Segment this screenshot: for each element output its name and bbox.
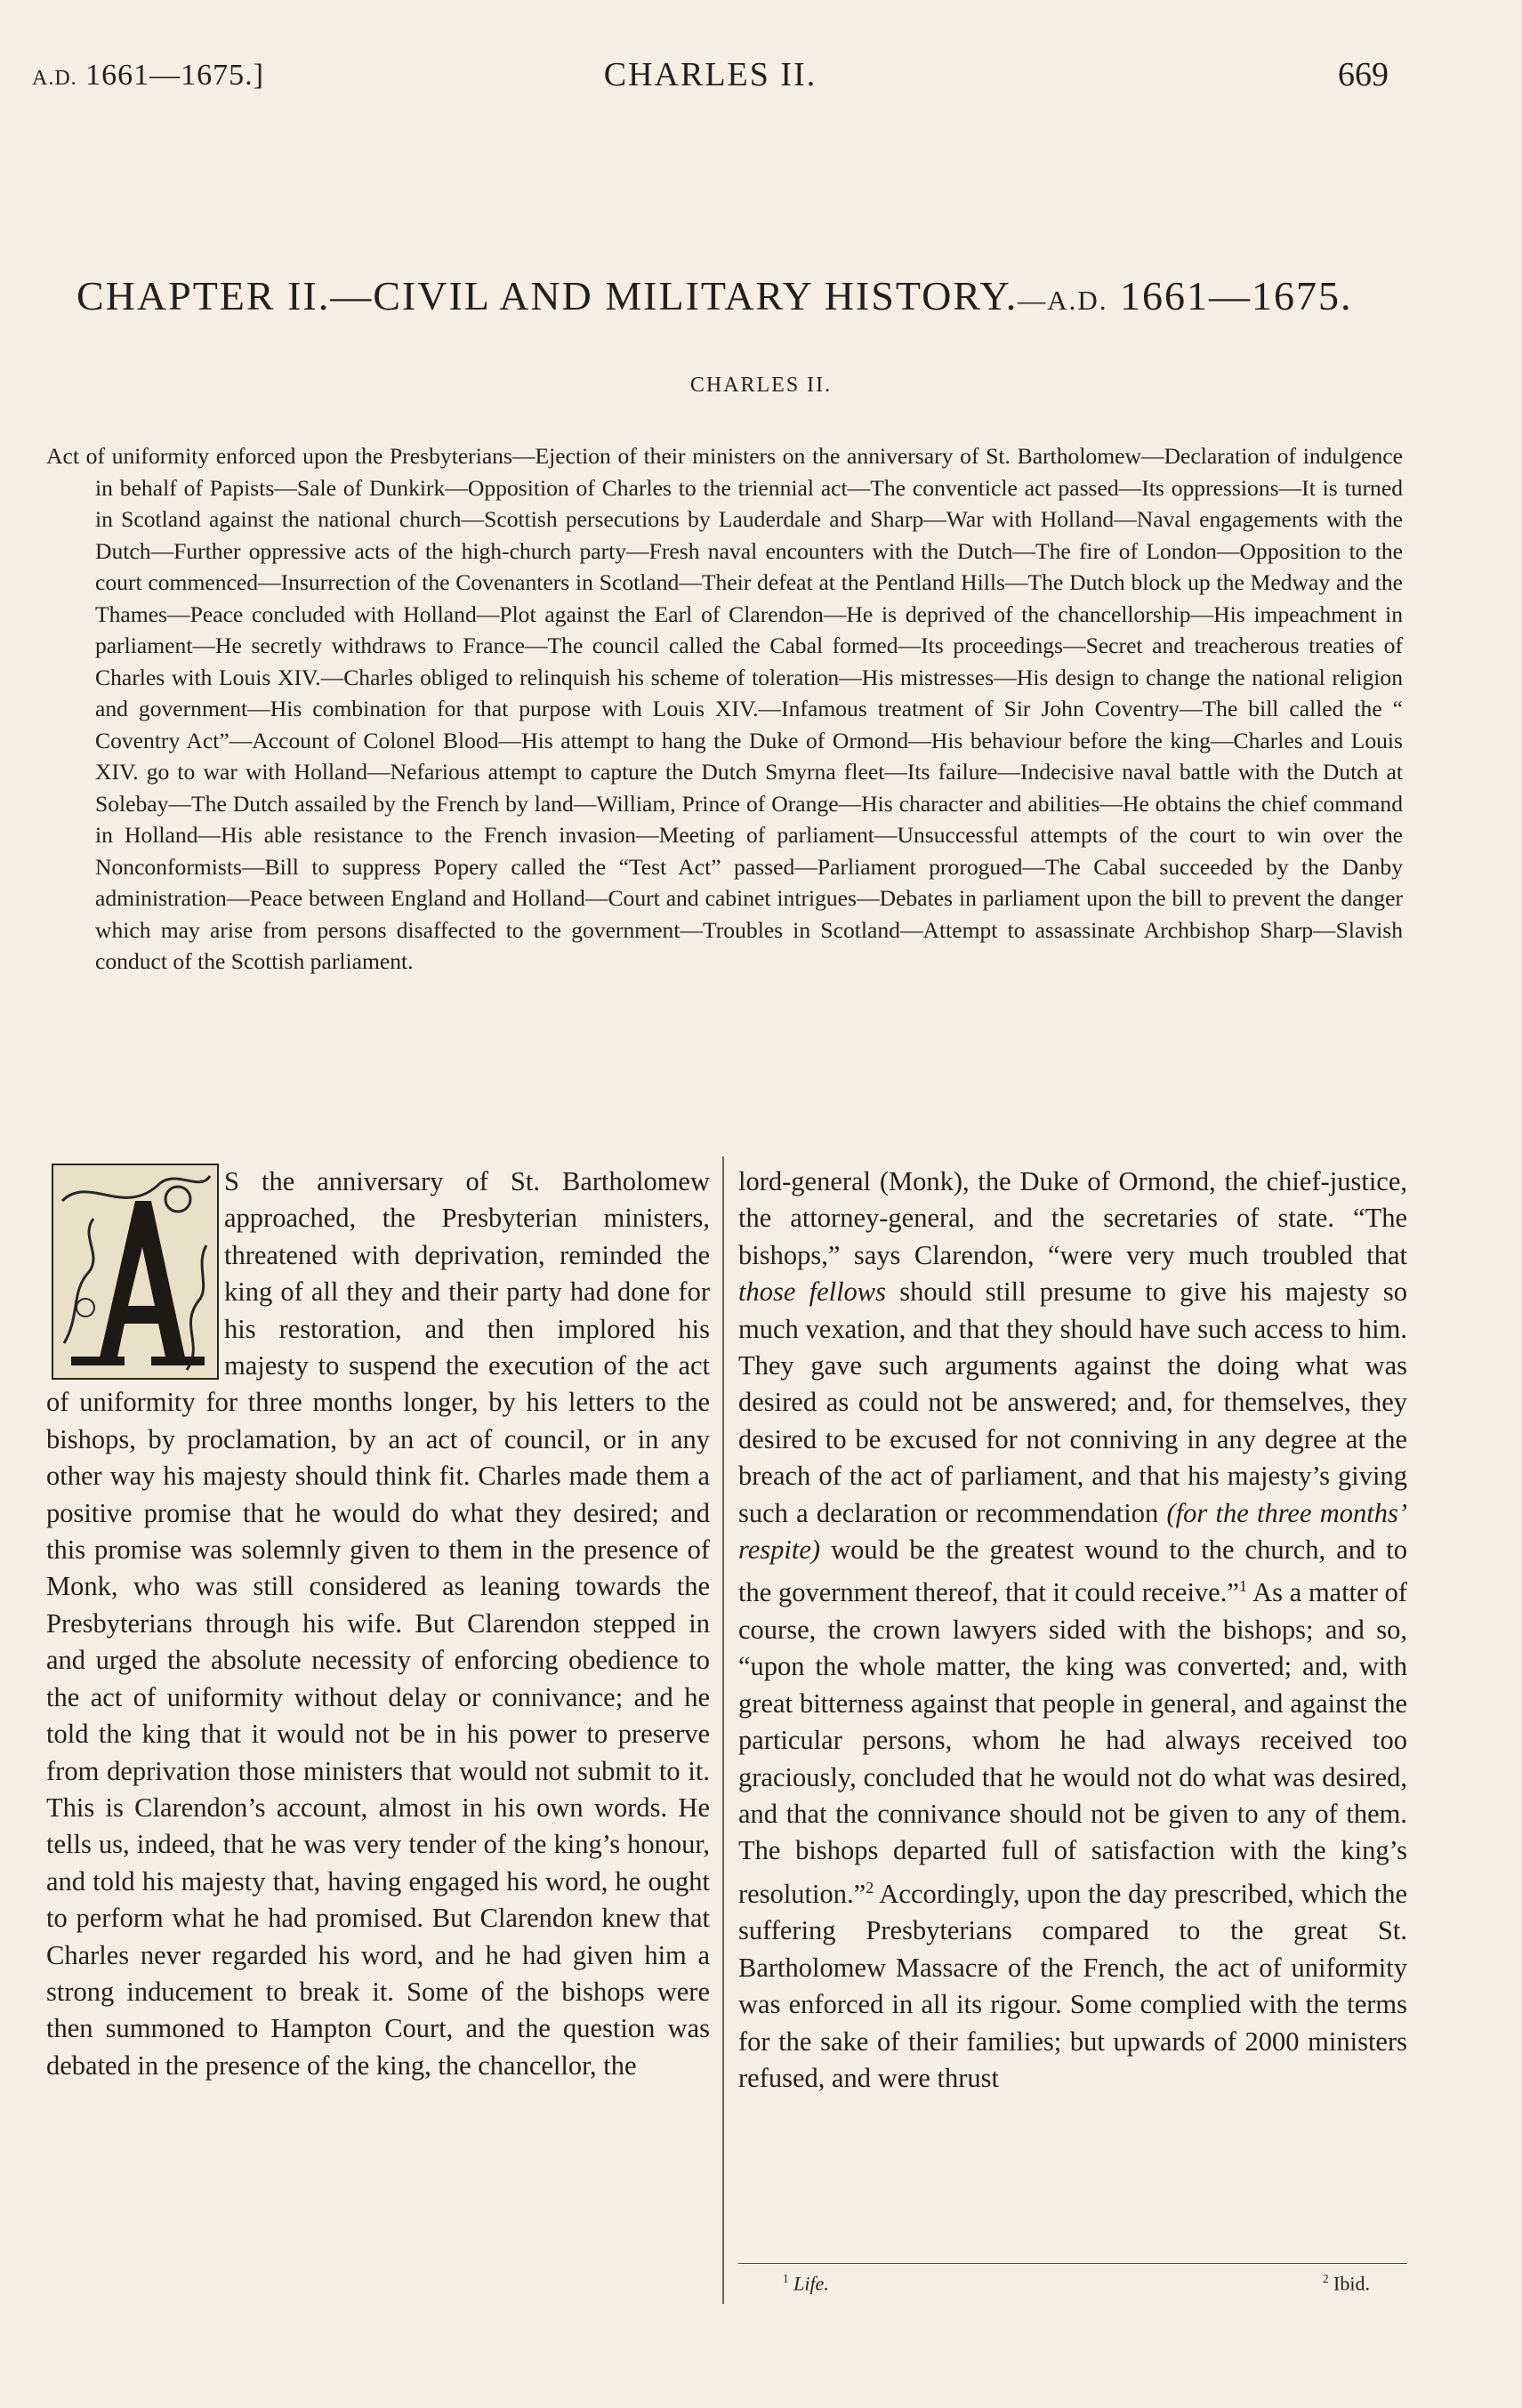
paragraph-text-a: lord-general (Monk), the Duke of Ormond, the chief-justice, the attorney-general, and the secretaries of state. “The bishops,” says Clarendon, “were very much troubled that [738, 1166, 1407, 1270]
chapter-title-main: CHAPTER II.—CIVIL AND MILITARY HISTORY. [77, 273, 1019, 318]
chapter-title-ad: —A.D. [1018, 285, 1108, 316]
italic-quote-1: those fellows [738, 1276, 887, 1308]
left-column [46, 1164, 710, 2084]
footnote-ref-2: 2 [866, 1878, 874, 1897]
footnote-2 [1323, 2272, 1370, 2295]
date-range: 1661—1675.] [85, 59, 264, 92]
paragraph-text-d: As a matter of course, the crown lawyers sided with the bishops; and so, “upon the whole matter, the king was converted; and, with great bitterness against that people in general, and against the particular persons, whom he had always received too graciously, concluded that he would not do what was desired, and that the connivance should not be given to any of them. The bishops departed full of satisfaction with the king’s resolution.” [738, 1577, 1407, 1910]
paragraph-text-e: Accordingly, upon the day prescribed, which the suffering Presbyterians compared to the great St. Bartholomew Massacre of the French, the act of uniformity was enforced in all its rigour. Some complied with the terms for the sake of their families; but upwards of 2000 ministers refused, and were thrust [738, 1879, 1407, 2094]
footnote-rule [738, 2263, 1407, 2264]
footnote-1-text: Life. [793, 2272, 829, 2295]
chapter-title-dates: 1661—1675. [1120, 273, 1353, 318]
chapter-title [77, 272, 1375, 319]
chapter-synopsis: Act of uniformity enforced upon the Presbyterians—Ejection of their ministers on the anniversary of St. Bartholomew—Declaration of indulgence in behalf of Papists—Sale of Dunkirk—Opposition of Charles to the triennial act—The conventicle act passed—Its oppressions—It is turned in Scotland against the national church—Scottish persecutions by Lauderdale and Sharp—War with Holland—Naval engagements with the Dutch—Further oppressive acts of the high-church party—Fresh naval encounters with the Dutch—The fire of London—Opposition to the court commenced—Insurrection of the Covenanters in Scotland—Their defeat at the Pentland Hills—The Dutch block up the Medway and the Thames—Peace concluded with Holland—Plot against the Earl of Clarendon—He is deprived of the chancellorship—His impeachment in parliament—He secretly withdraws to France—The council called the Cabal formed—Its proceedings—Secret and treacherous treaties of Charles with Louis XIV.—Charles obliged to relinquish his scheme of toleration—His mistresses—His design to change the national religion and government—His combination for that purpose with Louis XIV.—Infamous treatment of Sir John Coventry—The bill called the “ Coventry Act”—Account of Colonel Blood—His attempt to hang the Duke of Ormond—His behaviour before the king—Charles and Louis XIV. go to war with Holland—Nefarious attempt to capture the Dutch Smyrna fleet—Its failure—Indecisive naval battle with the Dutch at Solebay—The Dutch assailed by the French by land—William, Prince of Orange—His character and abilities—He obtains the chief command in Holland—His able resistance to the French invasion—Meeting of parliament—Unsuccessful attempts of the court to win over the Nonconformists—Bill to suppress Popery called the “Test Act” passed—Parliament prorogued—The Cabal succeeded by the Danby administration—Peace between England and Holland—Court and cabinet intrigues—Debates in parliament upon the bill to prevent the danger which may arise from persons disaffected to the government—Troubles in Scotland—Attempt to assassinate Archbishop Sharp—Slavish conduct of the Scottish parliament. [46, 443, 1403, 974]
column-divider [722, 1156, 724, 2304]
running-head [32, 55, 1389, 100]
footnote-1-number: 1 [783, 2272, 789, 2285]
right-column [738, 1164, 1407, 2097]
footnote-2-number: 2 [1322, 2272, 1329, 2285]
paragraph-text-b: should still presume to give his majesty so much vexation, and that they should have such access to him. They gave such arguments against the doing what was desired as could not be answered; and, for themselves, they desired to be excused for not conniving in any degree at the breach of the act of parliament, and that his majesty’s giving such a declaration or recommendation [738, 1276, 1408, 1528]
running-head-title: CHARLES II. [603, 56, 817, 93]
paragraph-text-c: would be the greatest wound to the church, and to the government thereof, that it could receive.” [738, 1534, 1408, 1608]
italic-quote-2: (for the three months’ respite) [738, 1497, 1408, 1566]
ad-prefix: A.D. [32, 67, 77, 90]
chapter-subtitle: CHARLES II. [689, 374, 833, 397]
ornamental-initial-a [52, 1164, 219, 1380]
paragraph-text: S the anniversary of St. Bartholomew approached, the Presbyterian ministers, threatened with deprivation, reminded the king of all they and their party had done for his restoration, and then implored his majesty to suspend the execution of the act of uniformity for three months longer, by his letters to the bishops, by proclamation, by an act of council, or in any other way his majesty should think fit. Charles made them a positive promise that he would do what they desired; and this promise was solemnly given to them in the presence of Monk, who was still considered as leaning towards the Presbyterians through his wife. But Clarendon stepped in and urged the absolute necessity of enforcing obedience to the act of uniformity without delay or connivance; and he told the king that it would not be in his power to preserve from deprivation those ministers that would not submit to it. This is Clarendon’s account, almost in his own words. He tells us, indeed, that he was very tender of the king’s honour, and told his majesty that, having engaged his word, he ought to perform what he had promised. But Clarendon knew that Charles never regarded his word, and he had given him a strong inducement to break it. Some of the bishops were then summoned to Hampton Court, and the question was debated in the presence of the king, the chancellor, the [46, 1166, 710, 2081]
footnote-2-text: Ibid. [1333, 2272, 1370, 2295]
footnote-ref-1: 1 [1238, 1577, 1248, 1596]
page-number: 669 [1338, 56, 1389, 93]
footnote-1 [783, 2272, 829, 2295]
